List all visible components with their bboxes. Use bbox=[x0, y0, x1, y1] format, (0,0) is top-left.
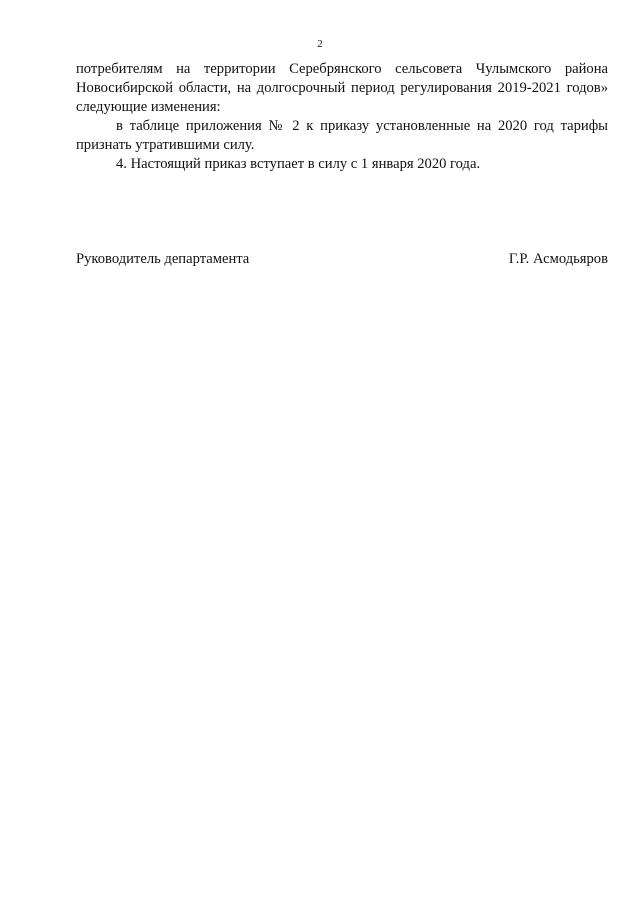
document-body bbox=[76, 60, 608, 174]
signature-block bbox=[76, 250, 608, 269]
paragraph-continuation: потребителям на территории Серебрянского сельсовета Чулымского района Новосибирской области, на долгосрочный период регулирования 2019-2021 годов» следующие изменения: bbox=[76, 61, 608, 115]
paragraph-effective-date: 4. Настоящий приказ вступает в силу с 1 января 2020 года. bbox=[116, 156, 481, 172]
paragraph-change-item: в таблице приложения № 2 к приказу установленные на 2020 год тарифы признать утратившими силу. bbox=[76, 118, 608, 153]
signature-name: Г.Р. Асмодьяров bbox=[508, 251, 608, 267]
page-number: 2 bbox=[317, 38, 323, 50]
signature-position: Руководитель департамента bbox=[76, 251, 250, 267]
